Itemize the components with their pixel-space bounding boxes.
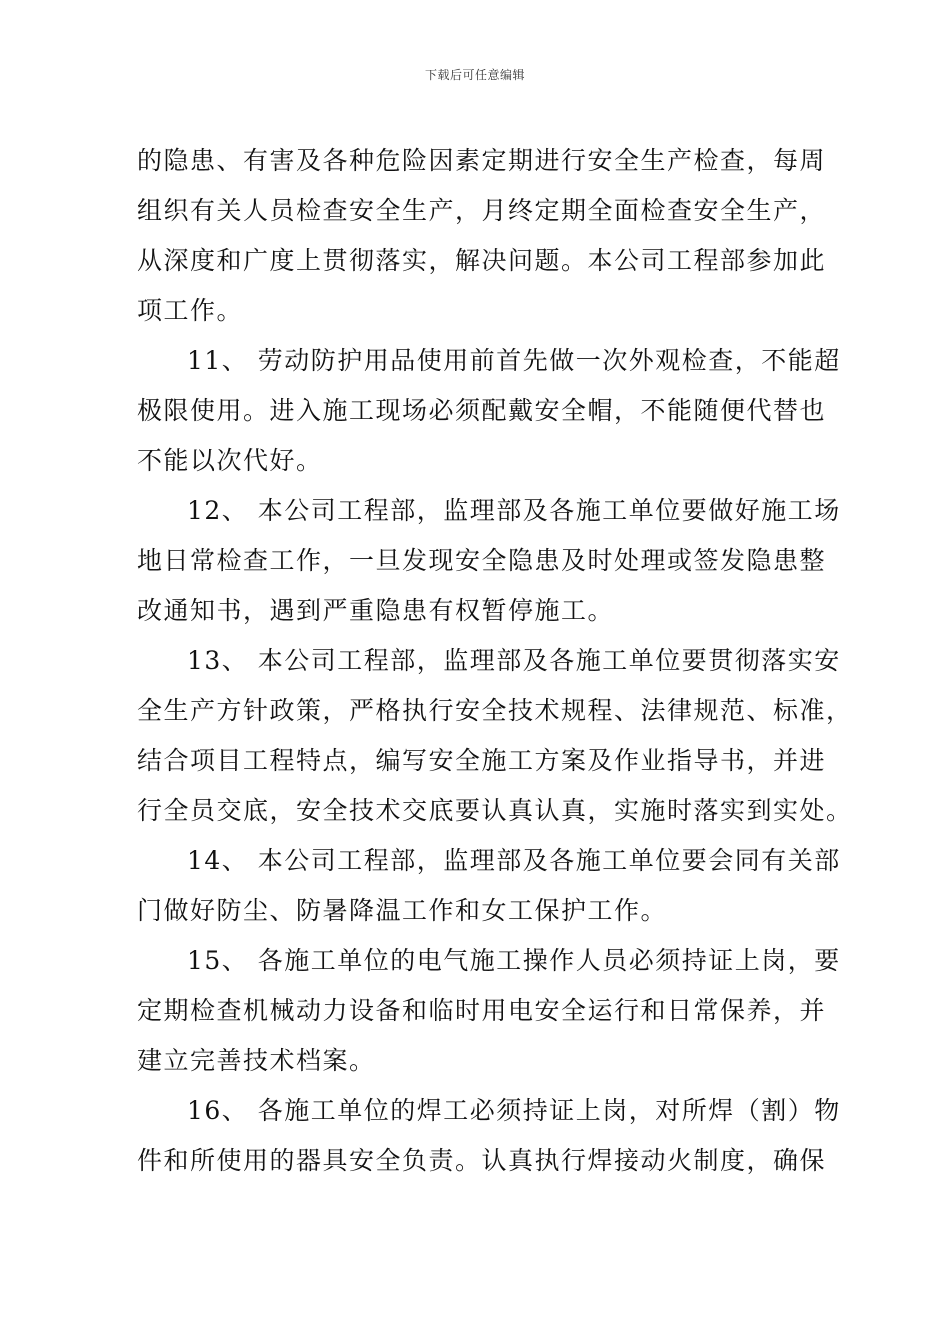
- document-body: [137, 136, 853, 1186]
- item-11-first-line: 11、 劳动防护用品使用前首先做一次外观检查，不能超: [187, 346, 841, 375]
- text-line: 全生产方针政策，严格执行安全技术规程、法律规范、标准，: [137, 696, 853, 725]
- text-line: 结合项目工程特点，编写安全施工方案及作业指导书，并进: [137, 746, 827, 775]
- text-line: 改通知书，遇到严重隐患有权暂停施工。: [137, 596, 615, 625]
- text-line: 不能以次代好。: [137, 446, 323, 475]
- item-15-first-line: 15、 各施工单位的电气施工操作人员必须持证上岗，要: [187, 946, 841, 975]
- text-line: 从深度和广度上贯彻落实，解决问题。本公司工程部参加此: [137, 246, 827, 275]
- text-line: 件和所使用的器具安全负责。认真执行焊接动火制度，确保: [137, 1146, 827, 1175]
- page-header: 下载后可任意编辑: [424, 68, 525, 82]
- text-line: 门做好防尘、防暑降温工作和女工保护工作。: [137, 896, 668, 925]
- item-12-first-line: 12、 本公司工程部，监理部及各施工单位要做好施工场: [187, 496, 841, 525]
- text-line: 建立完善技术档案。: [137, 1046, 376, 1075]
- item-13-first-line: 13、 本公司工程部，监理部及各施工单位要贯彻落实安: [187, 646, 841, 675]
- item-14-first-line: 14、 本公司工程部，监理部及各施工单位要会同有关部: [187, 846, 841, 875]
- text-line: 地日常检查工作，一旦发现安全隐患及时处理或签发隐患整: [137, 546, 827, 575]
- text-line: 行全员交底，安全技术交底要认真认真，实施时落实到实处。: [137, 796, 853, 825]
- text-line: 极限使用。进入施工现场必须配戴安全帽，不能随便代替也: [137, 396, 827, 425]
- text-line: 的隐患、有害及各种危险因素定期进行安全生产检查，每周: [137, 146, 827, 175]
- text-line: 项工作。: [137, 296, 244, 325]
- text-line: 组织有关人员检查安全生产，月终定期全面检查安全生产，: [137, 196, 827, 225]
- text-line: 定期检查机械动力设备和临时用电安全运行和日常保养，并: [137, 996, 827, 1025]
- item-16-first-line: 16、 各施工单位的焊工必须持证上岗，对所焊（割）物: [187, 1096, 841, 1125]
